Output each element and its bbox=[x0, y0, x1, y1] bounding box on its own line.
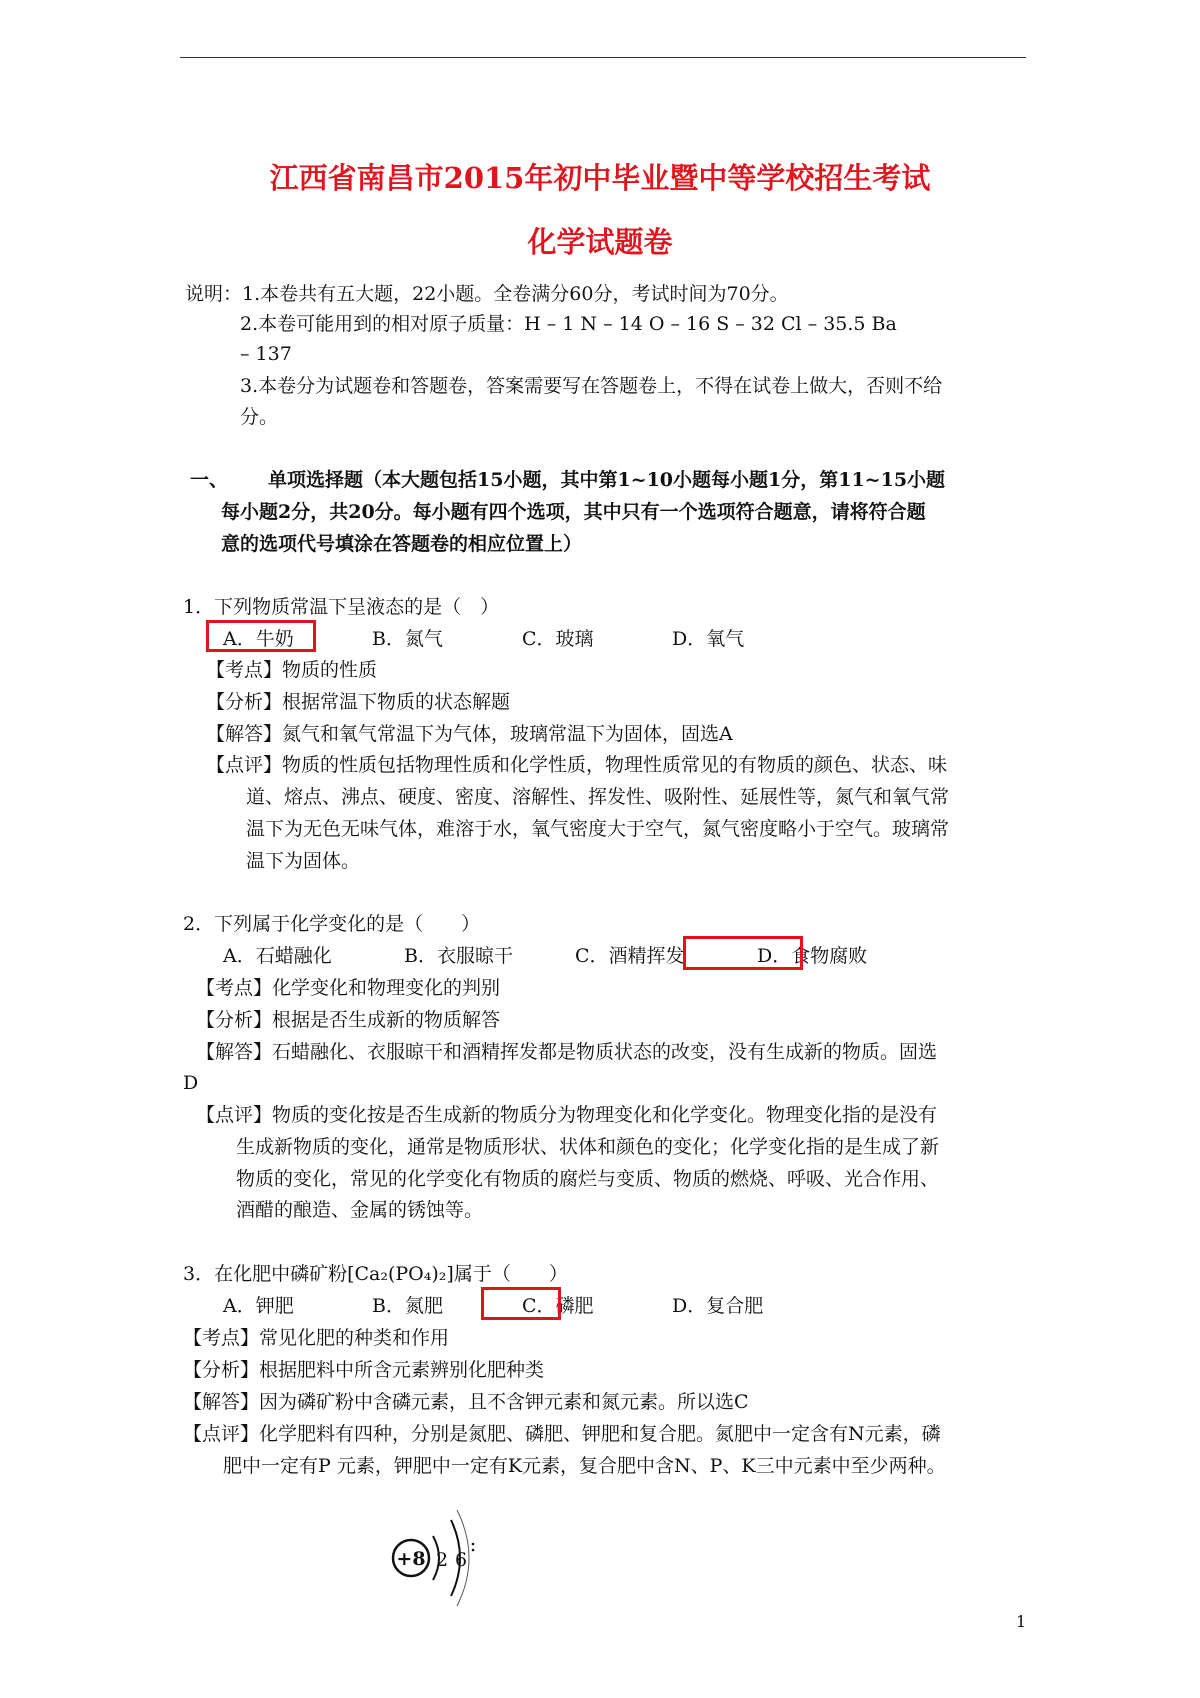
question-3-option-c: C．磷肥 bbox=[522, 1295, 594, 1317]
page-number: 1 bbox=[1016, 1612, 1027, 1631]
notes-line-2-cont: – 137 bbox=[240, 343, 292, 365]
question-2-jieda-line-1: 【解答】石蜡融化、衣服晾干和酒精挥发都是物质状态的改变，没有生成新的物质。固选 bbox=[196, 1041, 938, 1063]
question-1-option-d: D．氧气 bbox=[672, 628, 745, 650]
question-3-dianping-line-1: 【点评】化学肥料有四种，分别是氮肥、磷肥、钾肥和复合肥。氮肥中一定含有N元素，磷 bbox=[183, 1423, 941, 1445]
question-1-dianping-line-4: 温下为固体。 bbox=[246, 850, 361, 872]
notes-line-3-cont: 分。 bbox=[240, 406, 279, 428]
page-title: 江西省南昌市2015年初中毕业暨中等学校招生考试 bbox=[269, 161, 931, 195]
electron-dot bbox=[472, 1549, 475, 1552]
question-1-option-a: A．牛奶 bbox=[223, 628, 294, 650]
question-2-option-c: C．酒精挥发 bbox=[575, 945, 685, 967]
shell-2-electrons: 6 bbox=[454, 1549, 468, 1571]
question-3-fenxi: 【分析】根据肥料中所含元素辨别化肥种类 bbox=[183, 1359, 545, 1381]
question-3-jieda: 【解答】因为磷矿粉中含磷元素，且不含钾元素和氮元素。所以选C bbox=[183, 1391, 749, 1413]
question-1-kaodian: 【考点】物质的性质 bbox=[206, 659, 378, 681]
question-1-dianping-line-1: 【点评】物质的性质包括物理性质和化学性质，物理性质常见的有物质的颜色、状态、味 bbox=[206, 754, 948, 776]
question-2-option-a: A．石蜡融化 bbox=[223, 945, 332, 967]
section-heading-line-3: 意的选项代号填涂在答题卷的相应位置上） bbox=[221, 533, 583, 555]
question-2-dianping-line-2: 生成新物质的变化，通常是物质形状、状体和颜色的变化；化学变化指的是生成了新 bbox=[236, 1136, 940, 1158]
question-3-stem: 3．在化肥中磷矿粉[Ca₂(PO₄)₂]属于（ ） bbox=[183, 1263, 568, 1285]
question-2-stem: 2．下列属于化学变化的是（ ） bbox=[183, 913, 481, 935]
answer-highlight-box bbox=[683, 936, 803, 970]
question-1-stem: 1．下列物质常温下呈液态的是（ ） bbox=[183, 596, 500, 618]
notes-line-3: 3.本卷分为试题卷和答题卷，答案需要写在答题卷上，不得在试卷上做大，否则不给 bbox=[240, 375, 943, 397]
question-2-dianping-line-1: 【点评】物质的变化按是否生成新的物质分为物理变化和化学变化。物理变化指的是没有 bbox=[196, 1104, 938, 1126]
question-1-fenxi: 【分析】根据常温下物质的状态解题 bbox=[206, 691, 511, 713]
section-heading-line-2: 每小题2分，共20分。每小题有四个选项，其中只有一个选项符合题意，请将符合题 bbox=[221, 501, 926, 523]
question-2-option-d: D．食物腐败 bbox=[757, 945, 868, 967]
question-3-kaodian: 【考点】常见化肥的种类和作用 bbox=[183, 1327, 450, 1349]
page-subtitle: 化学试题卷 bbox=[527, 225, 673, 259]
shell-1-electrons: 2 bbox=[435, 1549, 449, 1571]
notes-line-1: 说明：1.本卷共有五大题，22小题。全卷满分60分，考试时间为70分。 bbox=[185, 283, 789, 305]
question-3-option-d: D．复合肥 bbox=[672, 1295, 764, 1317]
question-1-dianping-line-3: 温下为无色无味气体，难溶于水，氧气密度大于空气，氮气密度略小于空气。玻璃常 bbox=[246, 818, 950, 840]
notes-line-2: 2.本卷可能用到的相对原子质量：H – 1 N – 14 O – 16 S – 32 Cl – 35.5 Ba bbox=[240, 313, 897, 335]
electron-dot bbox=[472, 1543, 475, 1546]
question-3-option-a: A．钾肥 bbox=[223, 1295, 294, 1317]
section-heading-line-1: 单项选择题（本大题包括15小题，其中第1~10小题每小题1分，第11~15小题 bbox=[268, 469, 946, 491]
question-2-dianping-line-3: 物质的变化，常见的化学变化有物质的腐烂与变质、物质的燃烧、呼吸、光合作用、 bbox=[236, 1168, 940, 1190]
question-2-kaodian: 【考点】化学变化和物理变化的判别 bbox=[196, 977, 501, 999]
atomic-structure-diagram bbox=[385, 1500, 505, 1610]
question-1-jieda: 【解答】氮气和氧气常温下为气体，玻璃常温下为固体，固选A bbox=[206, 723, 733, 745]
question-2-jieda-line-2: D bbox=[183, 1072, 199, 1094]
header-rule bbox=[180, 57, 1026, 58]
question-1-option-b: B．氮气 bbox=[372, 628, 443, 650]
nucleus-charge: +8 bbox=[396, 1548, 426, 1570]
question-2-fenxi: 【分析】根据是否生成新的物质解答 bbox=[196, 1009, 501, 1031]
question-1-dianping-line-2: 道、熔点、沸点、硬度、密度、溶解性、挥发性、吸附性、延展性等，氮气和氧气常 bbox=[246, 786, 950, 808]
answer-highlight-box bbox=[481, 1287, 561, 1320]
answer-highlight-box bbox=[206, 620, 316, 652]
question-1-option-c: C．玻璃 bbox=[522, 628, 594, 650]
question-3-dianping-line-2: 肥中一定有P 元素，钾肥中一定有K元素，复合肥中含N、P、K三中元素中至少两种。 bbox=[223, 1455, 946, 1477]
section-number: 一、 bbox=[190, 469, 229, 491]
question-2-dianping-line-4: 酒醋的酿造、金属的锈蚀等。 bbox=[236, 1199, 484, 1221]
question-2-option-b: B．衣服晾干 bbox=[404, 945, 513, 967]
question-3-option-b: B．氮肥 bbox=[372, 1295, 443, 1317]
